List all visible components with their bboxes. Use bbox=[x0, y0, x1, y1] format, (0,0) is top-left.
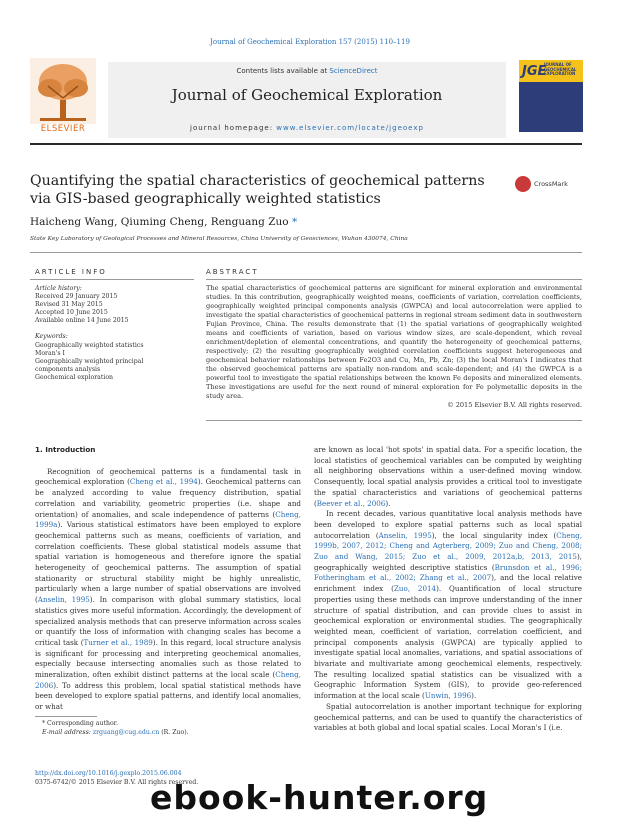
keyword: Moran's I bbox=[35, 349, 65, 357]
keyword: components analysis bbox=[35, 365, 101, 373]
sciencedirect-link[interactable]: ScienceDirect bbox=[329, 67, 378, 75]
citation-link[interactable]: Anselin, 1995 bbox=[378, 530, 432, 540]
crossmark-badge[interactable] bbox=[515, 176, 585, 194]
intro-paragraph-3: Spatial autocorrelation is another important technique for exploring geochemical patterns, and can be used to quantify the characteristics of variables at both global and local spatial scales. Local Moran's I (i.e. bbox=[314, 701, 582, 733]
intro-paragraph-1: Recognition of geochemical patterns is a fundamental task in geochemical exploration (Cheng et al., 1994). Geochemical patterns can be analyzed according to value frequency distribution, spatial correlation and variability, geometric properties (i.e. shape and orientation) of anomalies, and scale independence of patterns (Cheng, 1999a). Various statistical estimators have been employed to explore geochemical patterns such as means, coefficients of variation, and correlation coefficients. These global statistical models assume that spatial variation is homogeneous and therefore ignore the spatial heterogeneity of geochemical patterns. The assumption of spatial stationarity or structural stability might be highly unrealistic, particularly when a large number of spatial observations are involved (Anselin, 1995). In comparison with global summary statistics, local statistics gives more useful information. Accordingly, the development of specialized analysis methods that can preserve information across scales or quantify the loss of information with changing scales has become a critical task (Turner et al., 1989). In this regard, local structure analysis is significant for processing and interpreting geochemical anomalies, especially because intersecting anomalies such as those related to mineralization, often exhibit distinct patterns at the local scale (Cheng, 2006). To address this problem, local spatial statistical methods have been developed to explore spatial patterns, and identify local anomalies, or what bbox=[35, 466, 302, 712]
intro-paragraph-1-cont: are known as local 'hot spots' in spatial data. For a specific location, the local statistics of geochemical variables can be computed by weighting all neighboring observations within a user-defined moving window. Consequently, local spatial analysis provides a critical tool to investigate the spatial characteristics and variations of geochemical patterns (Beever et al., 2006). bbox=[314, 445, 582, 508]
article-info-heading: ARTICLE INFO bbox=[35, 268, 107, 276]
citation-link[interactable]: Unwin, 1996 bbox=[424, 691, 472, 701]
cover-abbrev: JGE bbox=[522, 64, 547, 79]
journal-citation[interactable]: Journal of Geochemical Exploration 157 (2015) 110–119 bbox=[210, 38, 410, 46]
abstract-rule bbox=[206, 279, 582, 280]
keyword: Geographically weighted statistics bbox=[35, 341, 144, 349]
abstract-text: The spatial characteristics of geochemical patterns are significant for mineral exploration and environmental studies. In this contribution, geographically weighted means, coefficients of variation, correlation coefficients, geographically weighted principal components analysis (GWPCA) and local autocorrelation were applied to investigate the spatial characteristics of geochemical patterns in regional stream sediment data in southwestern Fujian Province, China. The results demonstrate that (1) the spatial variations of geographically weighted means and coefficients of variation, based on various window sizes, are scale-dependent, which reveal enrichment/depletion of elemental concentrations, and quantify the heterogeneity of geochemical patterns, respectively; (2) the resulting geographically weighted correlation coefficients suggest heterogeneous and geochemical behavior relationships between Fe2O3 and Cu, Mn, Pb, Zn; (3) the local Moran's I indicates that the observed geochemical patterns are spatially non-random and scale-dependent; and (4) the GWPCA is a powerful tool to investigate the spatial relationships between the known Fe deposits and mineralized elements. These investigations are useful for the next round of mineral exploration for Fe polymetallic deposits in the study area. bbox=[206, 284, 582, 401]
abstract-body bbox=[206, 284, 582, 410]
journal-title: Journal of Geochemical Exploration bbox=[171, 86, 443, 104]
keyword: Geochemical exploration bbox=[35, 373, 114, 381]
header-rule bbox=[30, 143, 582, 145]
citation-link[interactable]: Cheng et al., 1994 bbox=[129, 477, 198, 487]
abstract-bottom-rule bbox=[206, 420, 582, 421]
keyword: Geographically weighted principal bbox=[35, 357, 144, 365]
history-label: Article history: bbox=[35, 285, 82, 292]
footnote bbox=[42, 720, 189, 737]
citation-link[interactable]: Brunsdon et al., 1996; Fotheringham et al., 2002; Zhang et al., 2007 bbox=[314, 562, 582, 583]
article-title: Quantifying the spatial characteristics of geochemical patterns via GIS-based geographically weighted statistics bbox=[30, 173, 485, 207]
crossmark-icon bbox=[515, 176, 531, 192]
citation-link[interactable]: Turner et al., 1989 bbox=[83, 637, 153, 647]
article-info-rule bbox=[30, 279, 194, 280]
doi-link[interactable]: http://dx.doi.org/10.1016/j.gexplo.2015.06.004 bbox=[35, 770, 182, 777]
body-column-right bbox=[314, 445, 582, 734]
citation-link[interactable]: Zuo, 2014 bbox=[393, 584, 437, 594]
history-accepted: Accepted 10 June 2015 bbox=[35, 309, 108, 317]
issn-line: 0375-6742/© 2015 Elsevier B.V. All rights reserved. bbox=[35, 779, 199, 786]
keywords-label: Keywords: bbox=[35, 333, 68, 341]
homepage-prefix: journal homepage: bbox=[190, 124, 277, 132]
contents-line bbox=[108, 67, 506, 75]
corresponding-author-note: * Corresponding author. bbox=[42, 720, 118, 727]
elsevier-wordmark: ELSEVIER bbox=[40, 124, 86, 134]
abstract-copyright: © 2015 Elsevier B.V. All rights reserved. bbox=[447, 401, 582, 410]
crossmark-label: CrossMark bbox=[534, 180, 568, 188]
elsevier-tree-logo bbox=[30, 58, 96, 124]
citation-link[interactable]: Cheng, 2006 bbox=[35, 670, 301, 690]
affiliation-rule bbox=[30, 252, 582, 253]
author-list bbox=[30, 216, 297, 228]
corresponding-author-mark[interactable]: * bbox=[291, 216, 298, 228]
history-received: Received 29 January 2015 bbox=[35, 293, 118, 301]
email-line: E-mail address: zrguang@cug.edu.cn (R. Zuo). bbox=[42, 728, 189, 736]
citation-link[interactable]: Beever et al., 2006 bbox=[316, 498, 386, 508]
citation-link[interactable]: Anselin, 1995 bbox=[37, 595, 90, 605]
authors-text: Haicheng Wang, Qiuming Cheng, Renguang Zuo bbox=[30, 216, 289, 228]
cover-journal-name: JOURNAL OF GEOCHEMICAL EXPLORATION bbox=[544, 62, 577, 76]
section-heading-introduction: 1. Introduction bbox=[35, 445, 96, 454]
history-online: Available online 14 June 2015 bbox=[35, 317, 129, 325]
affiliation: State Key Laboratory of Geological Processes and Mineral Resources, China University of Geosciences, Wuhan 430074, China bbox=[30, 236, 408, 242]
footnote-rule bbox=[35, 716, 97, 717]
watermark-text: ebook-hunter.org bbox=[150, 778, 489, 817]
history-revised: Revised 31 May 2015 bbox=[35, 301, 103, 309]
contents-prefix: Contents lists available at bbox=[236, 67, 330, 75]
abstract-heading: ABSTRACT bbox=[206, 268, 259, 276]
journal-cover-thumbnail bbox=[519, 60, 583, 132]
article-info-panel bbox=[35, 285, 193, 382]
citation-link[interactable]: Cheng, 1999a bbox=[35, 509, 301, 530]
journal-homepage bbox=[108, 124, 506, 132]
intro-paragraph-2: In recent decades, various quantitative local analysis methods have been developed to explore spatial patterns such as local spatial autocorrelation (Anselin, 1995), the local singularity index (Cheng, 1999b, 2007, 2012; Cheng and Agterberg, 2009; Zuo and Cheng, 2008; Zuo and Wang, 2015; Zuo et al., 2009, 2012a,b, 2013, 2015), geographically weighted descriptive statistics (Brunsdon et al., 1996; Fotheringham et al., 2002; Zhang et al., 2007), and the local relative enrichment index (Zuo, 2014). Quantification of local structure properties using these methods can improve understanding of the inner structure of spatial distribution, and can provide clues to assist in geochemical exploration or environmental studies. The geographically weighted mean, coefficient of variation, correlation coefficient, and principal components analysis (GWPCA) are typically applied to investigate spatial local anomalies, variations, and spatial associations of bivariate and multivariate among geochemical elements, respectively. The resulting localized spatial statistics can be visualized with a Geographic Information System (GIS), to provide geo-referenced information at the local scale (Unwin, 1996). bbox=[314, 509, 583, 701]
email-link[interactable]: zrguang@cug.edu.cn bbox=[92, 728, 160, 736]
citation-link[interactable]: Cheng, 1999b, 2007, 2012; Cheng and Agterberg, 2009; Zuo and Cheng, 2008; Zuo and Wang, 2015; Zuo et al., 2009, 2012a,b, 2013, 2015 bbox=[314, 530, 583, 562]
body-column-left bbox=[35, 445, 301, 713]
homepage-link[interactable]: www.elsevier.com/locate/jgeoexp bbox=[276, 124, 424, 132]
